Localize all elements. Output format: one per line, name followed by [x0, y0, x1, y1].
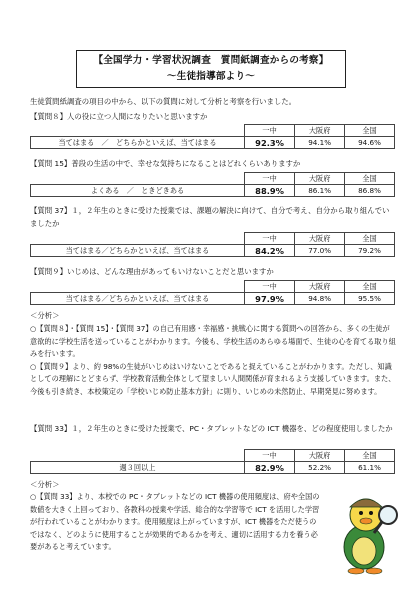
- result-table: [30, 449, 395, 474]
- school-value: 88.9%: [244, 185, 294, 197]
- school-value: 92.3%: [244, 137, 294, 149]
- analysis-paragraph: [30, 323, 396, 398]
- national-value: 94.6%: [345, 137, 395, 149]
- table-corner: [31, 125, 245, 137]
- column-header: 大阪府: [295, 450, 345, 462]
- answer-label: よくある ／ ときどきある: [31, 185, 245, 197]
- national-value: 86.8%: [345, 185, 395, 197]
- answer-label: 当てはまる／どちらかといえば、当てはまる: [31, 293, 245, 305]
- question-text: 【質問 15】普段の生活の中で、幸せな気持ちになることはどれくらいありますか: [30, 159, 301, 168]
- table-corner: [31, 281, 245, 293]
- answer-label: 当てはまる ／ どちらかといえば、当てはまる: [31, 137, 245, 149]
- column-header: 大阪府: [295, 173, 345, 185]
- result-table: [30, 232, 395, 257]
- question-text: 【質問８】人の役に立つ人間になりたいと思いますか: [30, 112, 208, 121]
- column-header: 全国: [345, 125, 395, 137]
- analysis-paragraph: ○【質問 33】より、本校での PC・タブレットなどの ICT 機器の使用頻度は、府や全国の数値を大きく上回っており、各教科の授業や学活、総合的な学習等で ICT を活用した学習が行われていることがわかります。使用頻度は上がっていますが、ICT 機器をただ使うのではなく、どのように使用することが効果的であるかを考え、適切に活用する力を養う必要があると考えています。: [30, 492, 320, 551]
- answer-label: 当てはまる／どちらかといえば、当てはまる: [31, 245, 245, 257]
- column-header: 全国: [345, 233, 395, 245]
- column-header: 大阪府: [295, 233, 345, 245]
- national-value: 61.1%: [345, 462, 395, 474]
- osaka-value: 94.1%: [295, 137, 345, 149]
- osaka-value: 94.8%: [295, 293, 345, 305]
- column-header: 一中: [244, 450, 294, 462]
- column-header: 一中: [244, 281, 294, 293]
- column-header: 全国: [345, 281, 395, 293]
- analysis-item: ○【質問９】より、約 98%の生徒がいじめはいけないことであると捉えていることがわかります。ただし、知識としての理解にとどまらず、学校教育活動全体として望ましい人間関係が育まれるよう支援していきます。また、今後も引き続き、本校策定の「学校いじめ防止基本方針」に則り、いじめの未然防止、早期発見に努めます。: [30, 361, 396, 396]
- table-corner: [31, 233, 245, 245]
- column-header: 大阪府: [295, 125, 345, 137]
- result-table: [30, 280, 395, 305]
- osaka-value: 86.1%: [295, 185, 345, 197]
- national-value: 95.5%: [345, 293, 395, 305]
- question-text: 【質問 37】１，２年生のときに受けた授業では、課題の解決に向けて、自分で考え、自分から取り組んでいましたか: [30, 206, 390, 228]
- national-value: 79.2%: [345, 245, 395, 257]
- osaka-value: 77.0%: [295, 245, 345, 257]
- column-header: 全国: [345, 173, 395, 185]
- column-header: 一中: [244, 173, 294, 185]
- column-header: 一中: [244, 233, 294, 245]
- intro-text: 生徒質問紙調査の項目の中から、以下の質問に対して分析と考察を行いました。: [30, 97, 297, 106]
- column-header: 大阪府: [295, 281, 345, 293]
- result-table: [30, 124, 395, 149]
- school-value: 84.2%: [244, 245, 294, 257]
- analysis-item: ○【質問８】・【質問 15】・【質問 37】の自己有用感・幸福感・挑戦心に関する質問への回答から、多くの生徒が意欲的に学校生活を送っていることがわかります。今後も、学校生活のあらゆる場面で、生徒の心を育てる取り組みを行います。: [30, 324, 396, 358]
- column-header: 一中: [244, 125, 294, 137]
- column-header: 全国: [345, 450, 395, 462]
- school-value: 82.9%: [244, 462, 294, 474]
- analysis-heading: ＜分析＞: [30, 480, 60, 489]
- question-text: 【質問９】いじめは、どんな理由があってもいけないことだと思いますか: [30, 267, 274, 276]
- question-text: 【質問 33】１，２年生のときに受けた授業で、PC・タブレットなどの ICT 機器を、どの程度使用しましたか: [30, 424, 393, 433]
- osaka-value: 52.2%: [295, 462, 345, 474]
- duck-mascot-illustration: [330, 485, 404, 579]
- title-line2: 〜生徒指導部より〜: [166, 71, 256, 82]
- result-table: [30, 172, 395, 197]
- title-box: [76, 50, 346, 88]
- answer-label: 週３回以上: [31, 462, 245, 474]
- table-corner: [31, 173, 245, 185]
- analysis-heading: ＜分析＞: [30, 311, 60, 320]
- school-value: 97.9%: [244, 293, 294, 305]
- table-corner: [31, 450, 245, 462]
- title-line1: 【全国学力・学習状況調査 質問紙調査からの考察】: [93, 55, 329, 66]
